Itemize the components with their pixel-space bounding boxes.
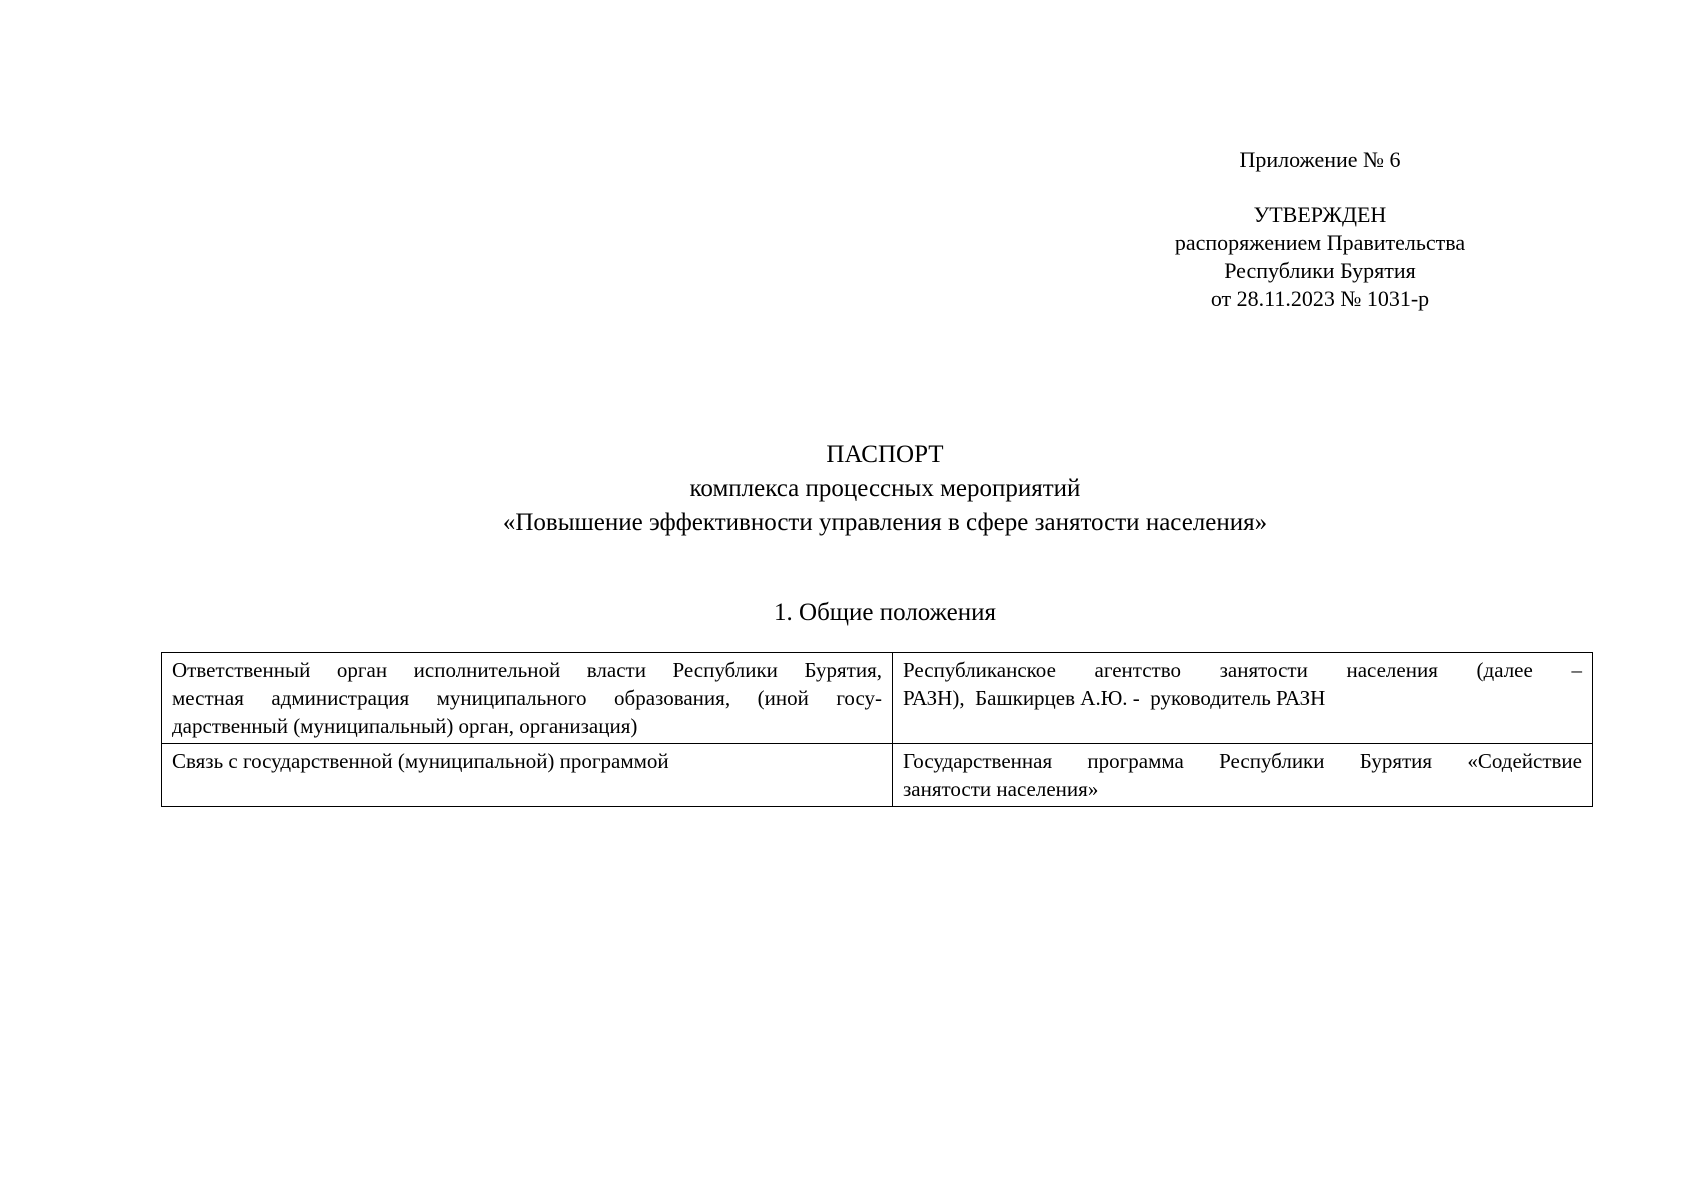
cell-line: Государственная программа Республики Бурятия «Содействие xyxy=(903,749,1582,773)
approval-line-date: от 28.11.2023 № 1031-р xyxy=(1210,286,1430,311)
appendix-number: Приложение № 6 xyxy=(1239,147,1401,172)
cell-line: Республиканское агентство занятости населения (далее – xyxy=(903,658,1582,682)
approval-block xyxy=(1100,201,1540,313)
cell-line: Ответственный орган исполнительной власти Республики Бурятия, xyxy=(172,658,882,682)
cell-line: местная администрация муниципального образования, (иной госу- xyxy=(172,686,882,710)
title-passport: ПАСПОРТ xyxy=(826,441,944,468)
cell-line: дарственный (муниципальный) орган, организация) xyxy=(172,714,638,738)
approval-line-approved: УТВЕРЖДЕН xyxy=(1253,202,1387,227)
title-subtitle: комплекса процессных мероприятий xyxy=(689,475,1081,502)
cell-line: РАЗН), Башкирцев А.Ю. - руководитель РАЗН xyxy=(903,686,1326,710)
table-cell-program-link-label xyxy=(162,744,893,807)
document-title xyxy=(0,438,1698,540)
table-cell-responsible-body-label xyxy=(162,653,893,744)
cell-line: Связь с государственной (муниципальной) программой xyxy=(172,749,669,773)
general-provisions-table xyxy=(161,652,1593,807)
table-cell-responsible-body-value xyxy=(893,653,1593,744)
cell-line: занятости населения» xyxy=(903,777,1099,801)
approval-line-order: распоряжением Правительства xyxy=(1174,230,1466,255)
table-row xyxy=(162,744,1593,807)
table-row xyxy=(162,653,1593,744)
approval-line-republic: Республики Бурятия xyxy=(1224,258,1416,283)
title-program-name: «Повышение эффективности управления в сфере занятости населения» xyxy=(502,509,1268,536)
table-cell-program-link-value xyxy=(893,744,1593,807)
section-heading: 1. Общие положения xyxy=(774,599,996,626)
